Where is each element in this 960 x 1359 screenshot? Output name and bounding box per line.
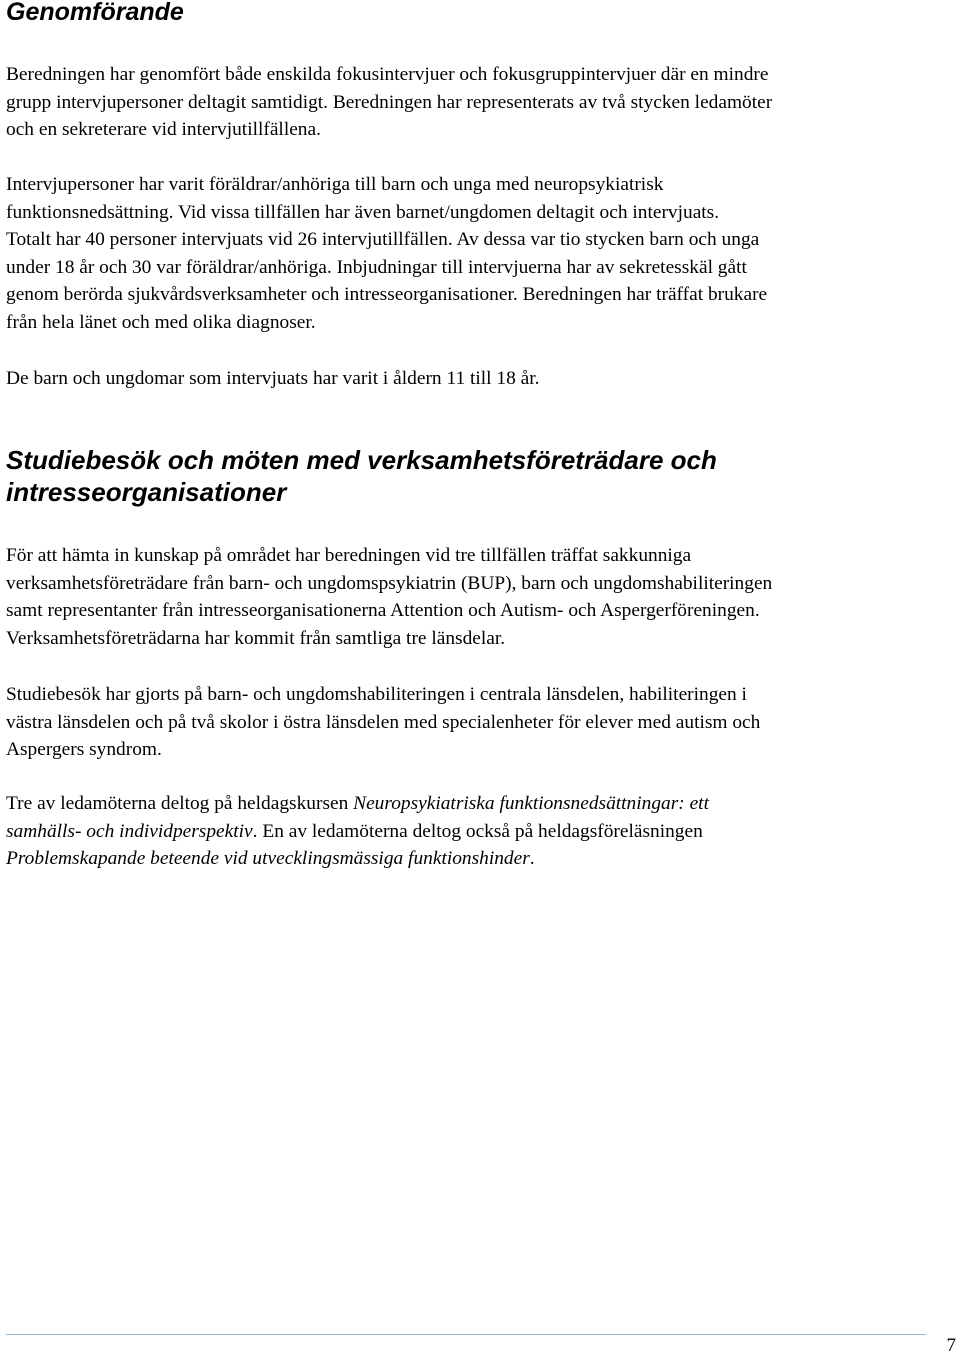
paragraph-age-range: [6, 365, 958, 393]
paragraph-interviewees: [6, 171, 958, 337]
paragraph-study-visits: [6, 681, 958, 764]
paragraph-line: genom berörda sjukvårdsverksamheter och intresseorganisationer. Beredningen har träffat brukare: [6, 284, 768, 306]
paragraph-line: [6, 790, 958, 818]
page-number: 7: [946, 1335, 956, 1356]
course-title: Neuropsykiatriska funktionsnedsättningar: ett: [353, 793, 709, 814]
paragraph-line: Aspergers syndrom.: [6, 739, 162, 761]
paragraph-line: grupp intervjupersoner deltagit samtidigt. Beredningen har representerats av två stycken ledamöter: [6, 91, 773, 113]
paragraph-line: [6, 845, 958, 873]
plain-text: . En av ledamöterna deltog också på heldagsföreläsningen: [252, 820, 703, 842]
heading-genomforande: Genomförande: [6, 0, 184, 26]
heading-line: intresseorganisationer: [6, 477, 287, 507]
paragraph-line: De barn och ungdomar som intervjuats har varit i åldern 11 till 18 år.: [6, 368, 540, 389]
plain-text: .: [529, 848, 535, 870]
paragraph-courses: [6, 790, 958, 873]
lecture-title: Problemskapande beteende vid utvecklingsmässiga funktionshinder: [6, 848, 530, 870]
footer-divider: [6, 1334, 926, 1335]
paragraph-line: Intervjupersoner har varit föräldrar/anhöriga till barn och unga med neuropsykiatrisk: [6, 174, 664, 195]
paragraph-interview-method: [6, 61, 958, 144]
paragraph-line: Totalt har 40 personer intervjuats vid 26 intervjutillfällen. Av dessa var tio stycken barn och unga: [6, 229, 760, 251]
paragraph-line: Beredningen har genomfört både enskilda fokusintervjuer och fokusgruppintervjuer där en mindre: [6, 64, 769, 85]
heading-studiebesok: [6, 444, 906, 508]
paragraph-line: Verksamhetsföreträdarna har kommit från samtliga tre länsdelar.: [6, 627, 506, 649]
paragraph-line: från hela länet och med olika diagnoser.: [6, 311, 316, 333]
paragraph-line: Studiebesök har gjorts på barn- och ungdomshabiliteringen i centrala länsdelen, habiliteringen i: [6, 684, 747, 705]
paragraph-line: västra länsdelen och på två skolor i östra länsdelen med specialenheter för elever med autism och: [6, 711, 761, 733]
course-title: samhälls- och individperspektiv: [6, 820, 253, 842]
paragraph-line: och en sekreterare vid intervjutillfällena.: [6, 119, 321, 141]
paragraph-line: samt representanter från intresseorganisationerna Attention och Autism- och Aspergerföreningen.: [6, 600, 760, 622]
plain-text: Tre av ledamöterna deltog på heldagskursen: [6, 793, 354, 814]
paragraph-expert-meetings: [6, 542, 958, 652]
paragraph-line: [6, 818, 958, 846]
paragraph-line: under 18 år och 30 var föräldrar/anhöriga. Inbjudningar till intervjuerna har av sekretesskäl gått: [6, 256, 747, 278]
paragraph-line: För att hämta in kunskap på området har beredningen vid tre tillfällen träffat sakkunniga: [6, 545, 692, 566]
paragraph-line: verksamhetsföreträdare från barn- och ungdomspsykiatrin (BUP), barn och ungdomshabiliteringen: [6, 572, 773, 594]
heading-line: Studiebesök och möten med verksamhetsföreträdare och: [6, 445, 717, 475]
paragraph-line: funktionsnedsättning. Vid vissa tillfällen har även barnet/ungdomen deltagit och intervjuats.: [6, 201, 720, 223]
